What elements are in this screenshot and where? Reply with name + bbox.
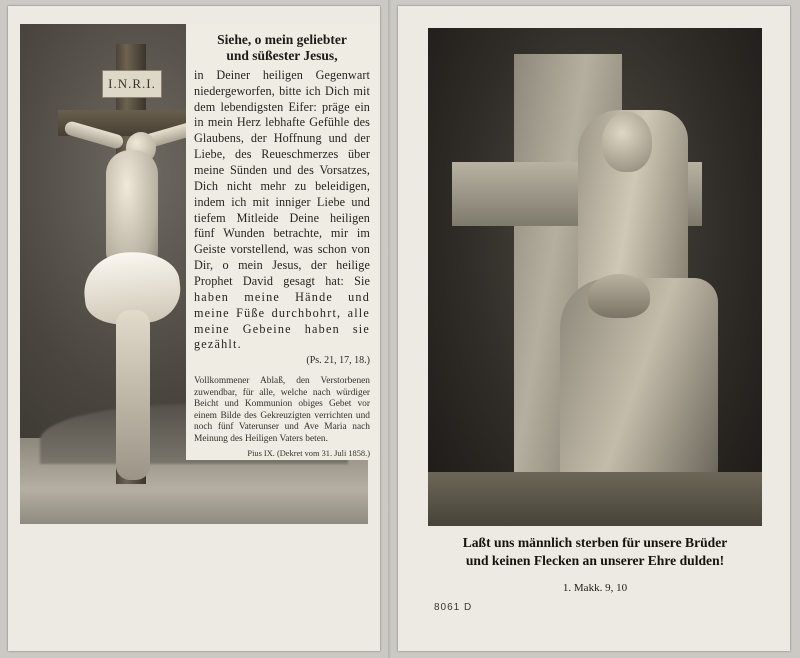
indulgence-note: Vollkommener Ablaß, den Verstorbenen zuwendbar, für alle, welche nach würdiger Beicht und Kommunion obiges Gebet vor einem Bilde des Gekreuzigten verrichten und noch fünf Vaterunser und Ave Maria nach Meinung des Heiligen Vaters beten.: [194, 376, 370, 444]
christ-legs: [116, 310, 150, 480]
prayer-body-emphasis: haben meine Hände und meine Füße durchbohrt, alle meine Gebeine haben sie gezählt.: [194, 289, 370, 352]
page-fold-shadow: [388, 0, 391, 658]
indulgence-signature: Pius IX. (Dekret vom 31. Juli 1858.): [247, 449, 370, 459]
memorial-caption: [420, 534, 770, 571]
memorial-caption-line-2: und keinen Flecken an unserer Ehre dulden!: [465, 553, 725, 569]
memorial-caption-line-1: Laßt uns männlich sterben für unsere Brüder: [462, 535, 728, 550]
prayer-body: [194, 68, 370, 353]
prayer-title: [194, 32, 370, 64]
prayer-body-text: in Deiner heiligen Gegenwart niedergeworfen, bitte ich Dich mit dem lebendigsten Eifer: präge ein in mein Herz lebhafte Gefühle des Glaubens, der Hoffnung und der Liebe, des Reueschmerzes über meine Sünden und des Vorsatzes, Dich nicht mehr zu beleidigen, indem ich mit inniger Liebe und tiefem Mitleide Deine heiligen fünf Wunden betrachte, mir im Geiste vorstellend, was schon von Dir, o mein Jesus, der heilige Prophet David gesagt hat: Sie: [194, 67, 370, 289]
printer-code: 8061 D: [434, 602, 473, 613]
card-right-page: [398, 6, 790, 651]
prayer-title-line-2: und süßester Jesus,: [226, 47, 338, 63]
card-left-page: [8, 6, 380, 651]
prayer-scripture-reference: (Ps. 21, 17, 18.): [306, 355, 370, 367]
christ-figure-head: [602, 112, 652, 172]
war-memorial-photograph: [428, 28, 762, 526]
memorial-base: [428, 472, 762, 526]
prayer-title-line-1: Siehe, o mein geliebter: [217, 32, 347, 47]
inri-plaque: I.N.R.I.: [102, 70, 162, 98]
prayer-text-panel: [186, 24, 378, 460]
soldier-helmet: [588, 274, 650, 318]
memorial-caption-reference: 1. Makk. 9, 10: [562, 582, 628, 594]
